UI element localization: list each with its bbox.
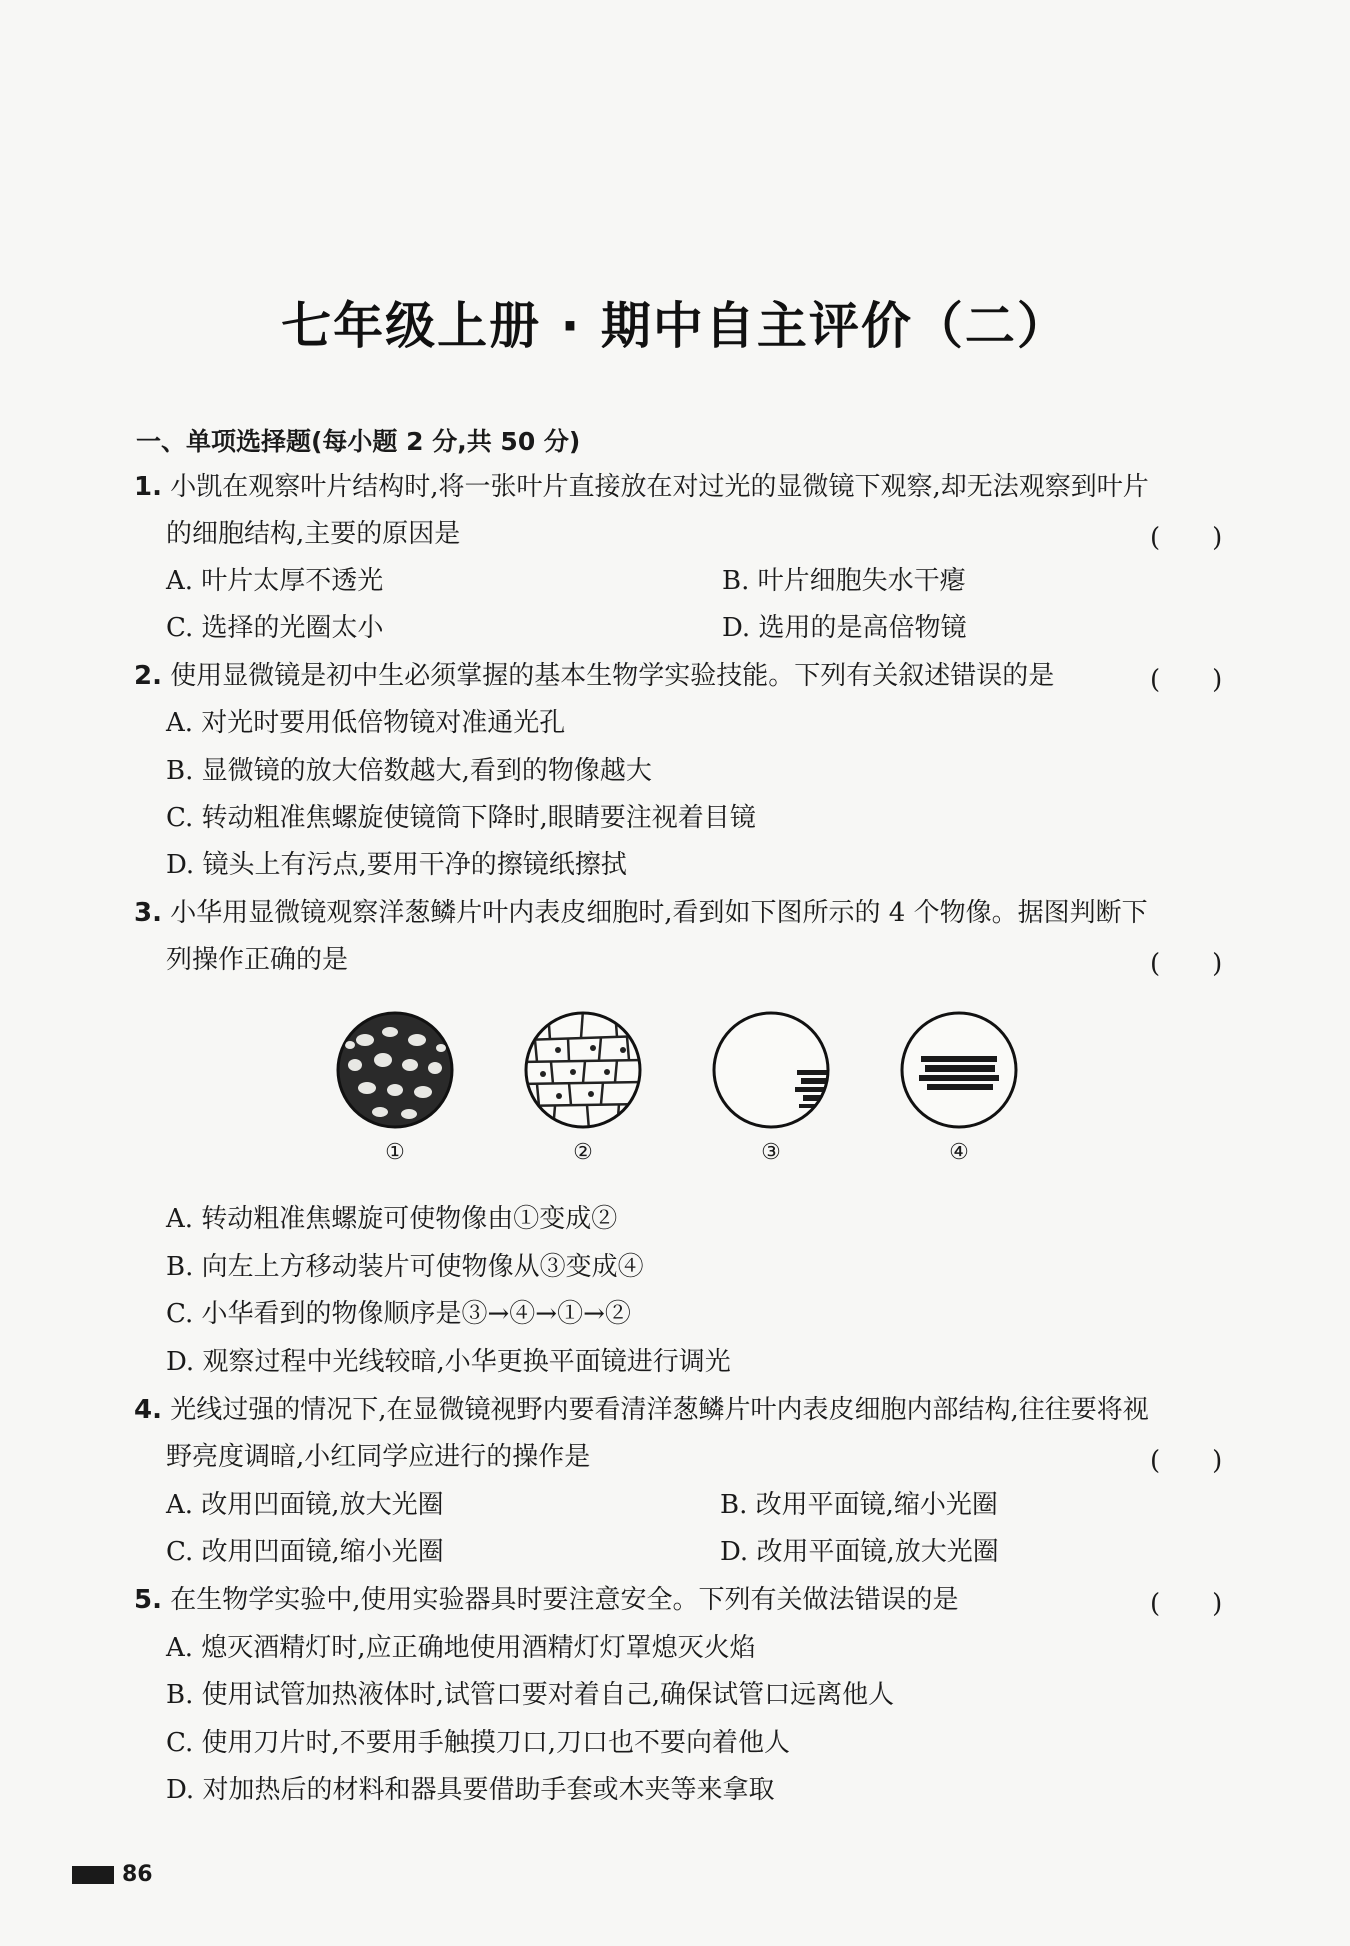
- question-3-option-b: B. 向左上方移动装片可使物像从③变成④: [166, 1252, 644, 1282]
- question-3-line2: 列操作正确的是: [166, 945, 349, 975]
- question-4-option-a: A. 改用凹面镜,放大光圈: [166, 1490, 444, 1520]
- section-heading: 一、单项选择题(每小题 2 分,共 50 分): [136, 427, 581, 456]
- page-number: 86: [122, 1862, 153, 1887]
- question-1-answer-paren: ( ): [1150, 523, 1223, 553]
- question-5-stem: [134, 1583, 959, 1617]
- question-5-option-d: D. 对加热后的材料和器具要借助手套或木夹等来拿取: [166, 1775, 775, 1805]
- question-2-option-a: A. 对光时要用低倍物镜对准通光孔: [166, 708, 566, 738]
- question-4-stem: [134, 1393, 1149, 1427]
- question-1-option-c: C. 选择的光圈太小: [166, 613, 384, 643]
- figure-label-3: ③: [761, 1140, 781, 1165]
- question-5-line1: 在生物学实验中,使用实验器具时要注意安全。下列有关做法错误的是: [170, 1585, 959, 1615]
- question-4-line1: 光线过强的情况下,在显微镜视野内要看清洋葱鳞片叶内表皮细胞内部结构,往往要将视: [170, 1395, 1149, 1425]
- question-2-number: 2.: [134, 661, 162, 691]
- microscope-views-figure: [330, 1010, 1030, 1190]
- question-4-option-d: D. 改用平面镜,放大光圈: [720, 1537, 999, 1567]
- page-title: 七年级上册 · 期中自主评价（二）: [281, 297, 1069, 355]
- question-2-option-c: C. 转动粗准焦螺旋使镜筒下降时,眼睛要注视着目镜: [166, 803, 756, 833]
- question-1-option-a: A. 叶片太厚不透光: [166, 566, 384, 596]
- question-5-option-a: A. 熄灭酒精灯时,应正确地使用酒精灯灯罩熄灭火焰: [166, 1633, 756, 1663]
- question-4-answer-paren: ( ): [1150, 1446, 1223, 1476]
- question-1-number: 1.: [134, 472, 162, 502]
- question-5-option-c: C. 使用刀片时,不要用手触摸刀口,刀口也不要向着他人: [166, 1728, 791, 1758]
- page-footer: [72, 1862, 153, 1887]
- question-3-line1: 小华用显微镜观察洋葱鳞片叶内表皮细胞时,看到如下图所示的 4 个物像。据图判断下: [170, 898, 1148, 928]
- figure-label-2: ②: [573, 1140, 593, 1165]
- blurry-cells-image: [335, 1010, 455, 1130]
- question-5-number: 5.: [134, 1585, 162, 1615]
- question-2-option-b: B. 显微镜的放大倍数越大,看到的物像越大: [166, 756, 652, 786]
- question-2-answer-paren: ( ): [1150, 665, 1223, 695]
- question-3-option-a: A. 转动粗准焦螺旋可使物像由①变成②: [166, 1204, 618, 1234]
- microscope-view-1: [330, 1010, 460, 1165]
- question-4-option-c: C. 改用凹面镜,缩小光圈: [166, 1537, 444, 1567]
- question-3-option-d: D. 观察过程中光线较暗,小华更换平面镜进行调光: [166, 1347, 731, 1377]
- microscope-view-3: [706, 1010, 836, 1165]
- question-2-option-d: D. 镜头上有污点,要用干净的擦镜纸擦拭: [166, 850, 627, 880]
- figure-label-1: ①: [385, 1140, 405, 1165]
- figure-label-4: ④: [949, 1140, 969, 1165]
- question-5-answer-paren: ( ): [1150, 1589, 1223, 1619]
- centered-object-image: [899, 1010, 1019, 1130]
- question-2-stem: [134, 659, 1054, 693]
- question-1-line1: 小凯在观察叶片结构时,将一张叶片直接放在对过光的显微镜下观察,却无法观察到叶片: [170, 472, 1149, 502]
- question-4-option-b: B. 改用平面镜,缩小光圈: [720, 1490, 998, 1520]
- question-2-line1: 使用显微镜是初中生必须掌握的基本生物学实验技能。下列有关叙述错误的是: [170, 661, 1055, 691]
- question-1-line2: 的细胞结构,主要的原因是: [166, 519, 461, 549]
- clear-cells-image: [523, 1010, 643, 1130]
- microscope-view-4: [894, 1010, 1024, 1165]
- question-4-line2: 野亮度调暗,小红同学应进行的操作是: [166, 1442, 591, 1472]
- question-3-number: 3.: [134, 898, 162, 928]
- question-3-stem: [134, 896, 1148, 930]
- question-5-option-b: B. 使用试管加热液体时,试管口要对着自己,确保试管口远离他人: [166, 1680, 895, 1710]
- footer-bar-mark: [72, 1866, 114, 1884]
- question-3-option-c: C. 小华看到的物像顺序是③→④→①→②: [166, 1299, 631, 1329]
- question-4-number: 4.: [134, 1395, 162, 1425]
- offset-object-image: [711, 1010, 831, 1130]
- question-1-option-b: B. 叶片细胞失水干瘪: [722, 566, 966, 596]
- microscope-view-2: [518, 1010, 648, 1165]
- question-3-answer-paren: ( ): [1150, 949, 1223, 979]
- question-1-option-d: D. 选用的是高倍物镜: [722, 613, 967, 643]
- question-1-stem: [134, 470, 1149, 504]
